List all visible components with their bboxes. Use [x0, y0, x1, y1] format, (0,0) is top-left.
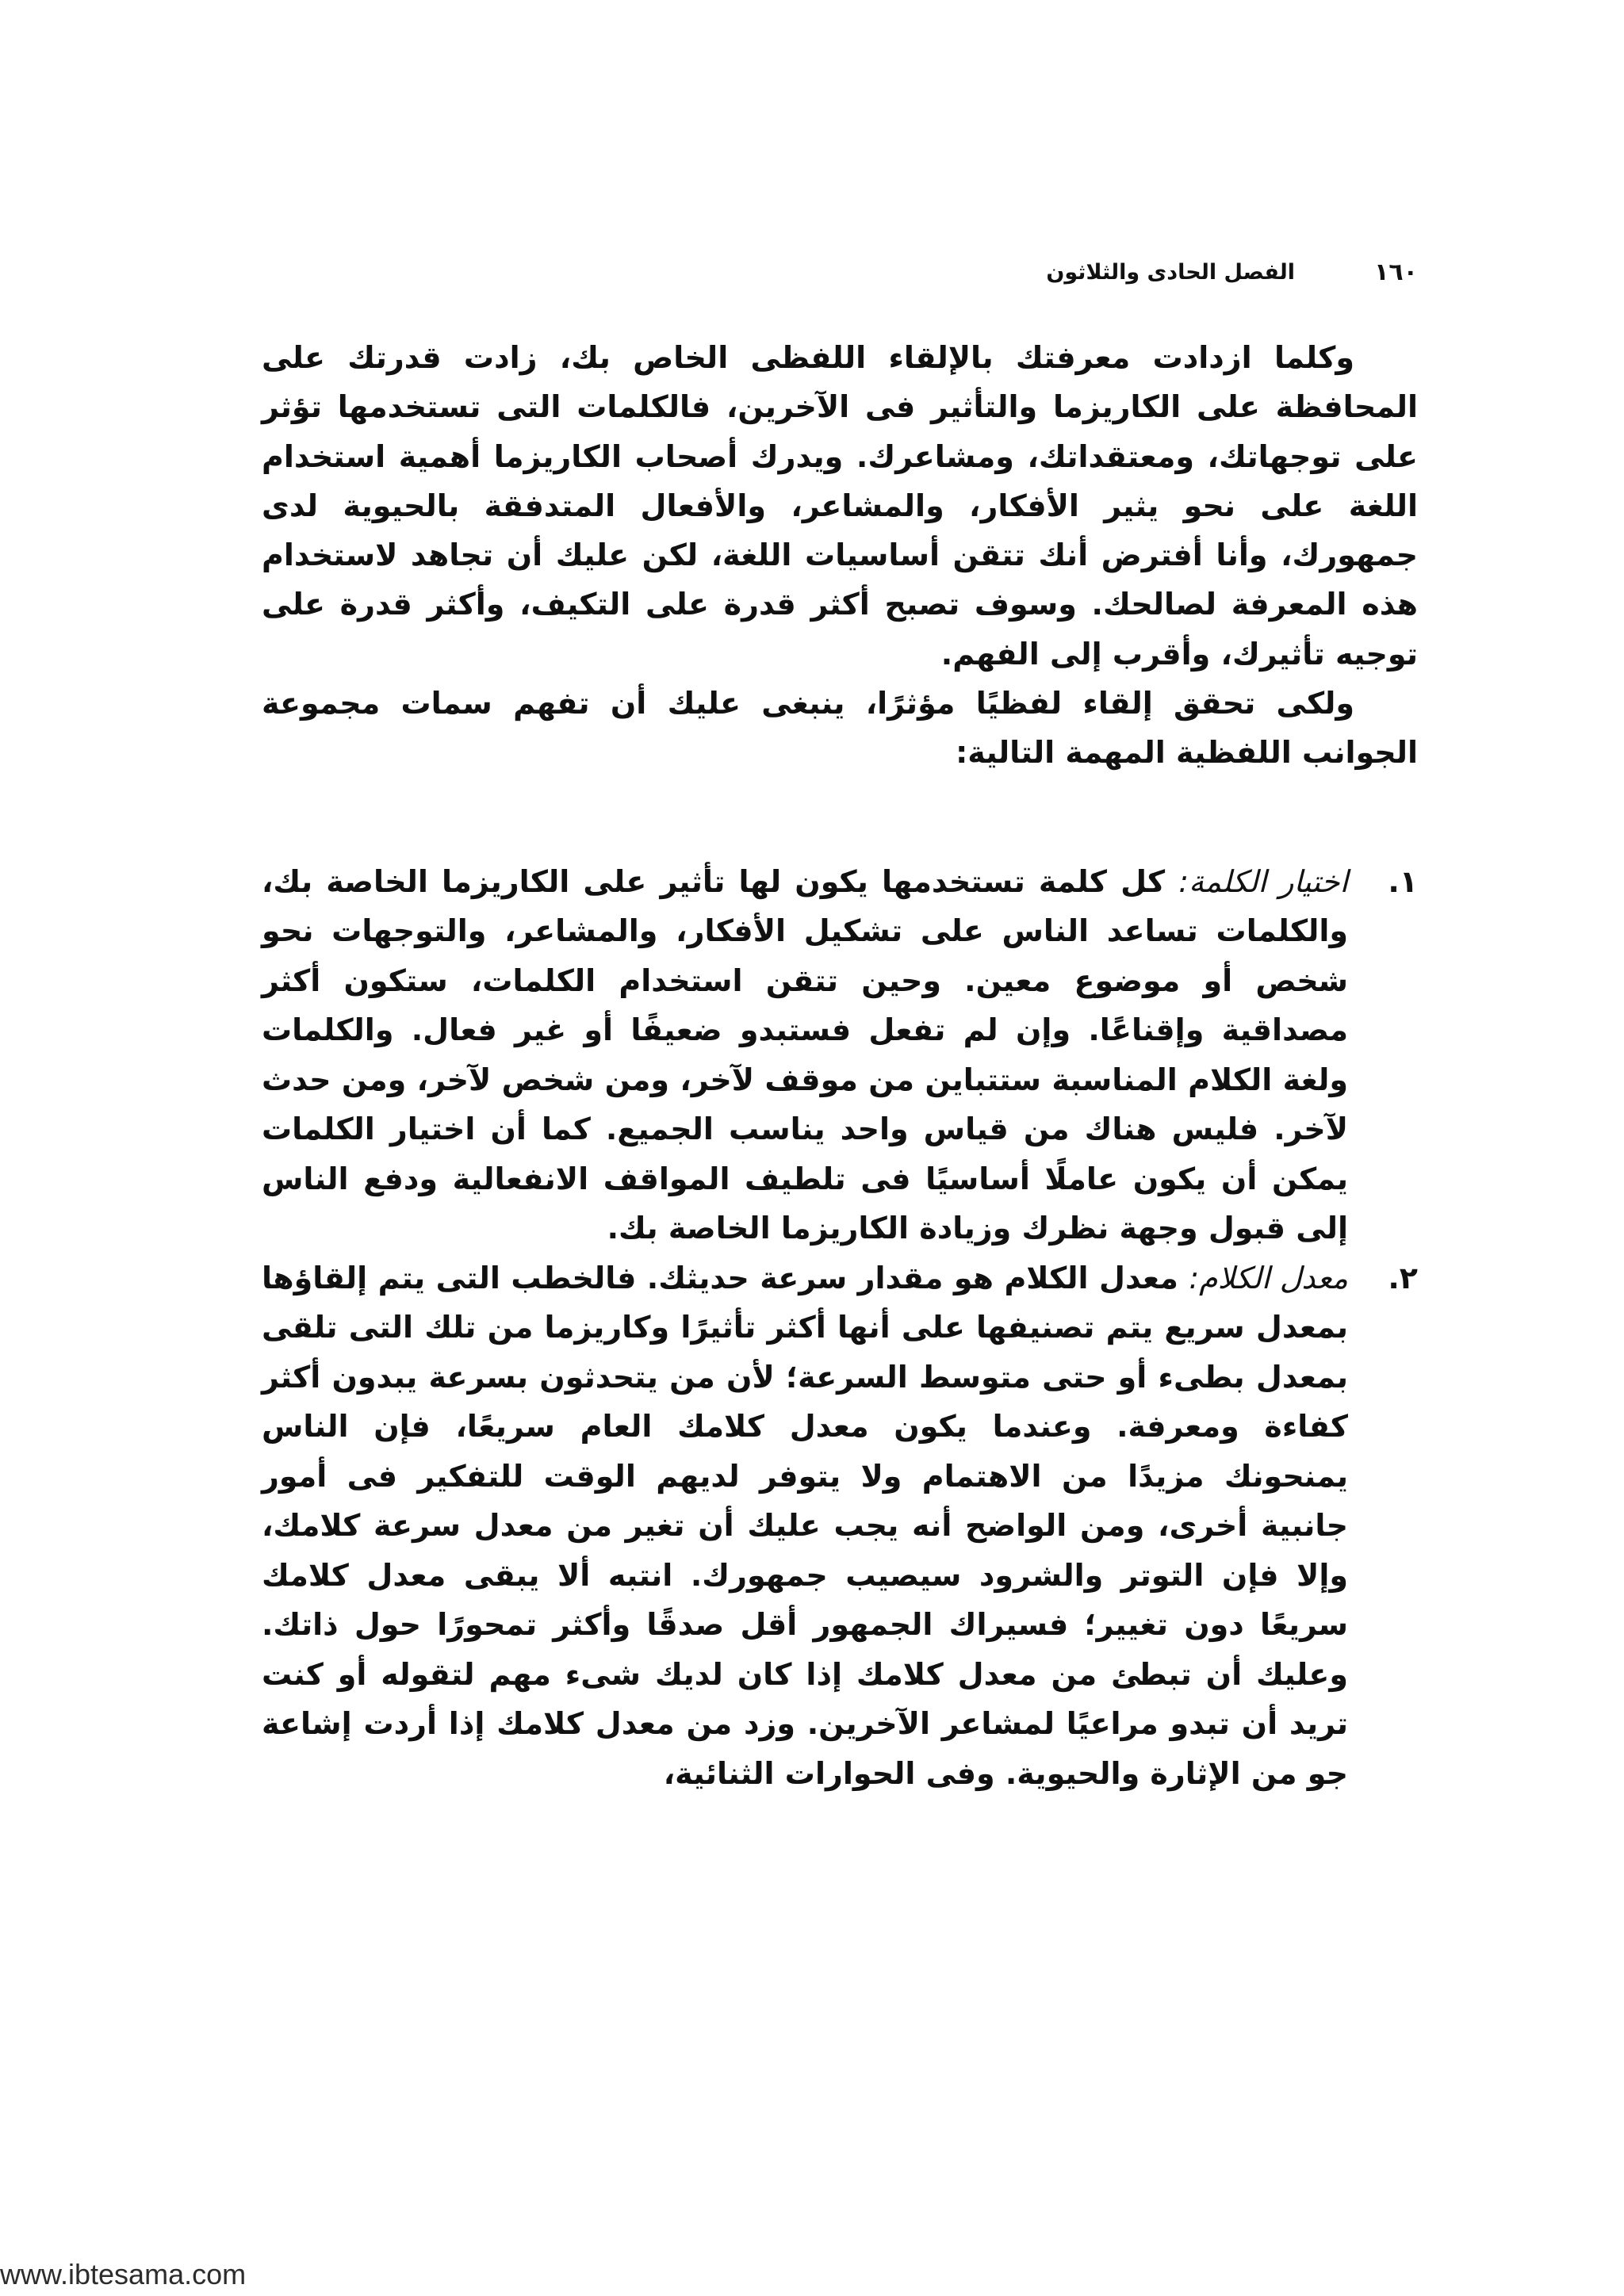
watermark-url: www.ibtesama.com: [0, 2258, 247, 2290]
list-item-number: ٢.: [1388, 1260, 1418, 1295]
list-item: [262, 1253, 1418, 1799]
list-item-number: ١.: [1388, 863, 1418, 899]
list-item-body: معدل الكلام هو مقدار سرعة حديثك. فالخطب التى يتم إلقاؤها بمعدل سريع يتم تصنيفها على أنها أكثر تأثيرًا وكاريزما من تلك التى تلقى بمعدل بطىء أو حتى متوسط السرعة؛ لأن من يتحدثون بسرعة يبدون أكثر كفاءة ومعرفة. وعندما يكون معدل كلامك العام سريعًا، فإن الناس يمنحونك مزيدًا من الاهتمام ولا يتوفر لديهم الوقت للتفكير فى أمور جانبية أخرى، ومن الواضح أنه يجب عليك أن تغير من معدل سرعة كلامك، وإلا فإن التوتر والشرود سيصيب جمهورك. انتبه ألا يبقى معدل كلامك سريعًا دون تغيير؛ فسيراك الجمهور أقل صدقًا وأكثر تمحورًا حول ذاتك. وعليك أن تبطئ من معدل كلامك إذا كان لديك شىء مهم لتقوله أو كنت تريد أن تبدو مراعيًا لمشاعر الآخرين. وزد من معدل كلامك إذا أردت إشاعة جو من الإثارة والحيوية. وفى الحوارات الثنائية،: [262, 1260, 1348, 1791]
list-item-term: اختيار الكلمة:: [1178, 863, 1348, 899]
list-item-term: معدل الكلام:: [1189, 1260, 1349, 1295]
page-header: [262, 252, 1418, 292]
chapter-title: الفصل الحادى والثلاثون: [1046, 259, 1296, 285]
body-text: [262, 333, 1418, 1798]
list-item: [262, 857, 1418, 1253]
paragraph: ولكى تحقق إلقاء لفظيًا مؤثرًا، ينبغى عليك أن تفهم سمات مجموعة الجوانب اللفظية المهمة التالية:: [262, 686, 1418, 771]
list-item-body: كل كلمة تستخدمها يكون لها تأثير على الكاريزما الخاصة بك، والكلمات تساعد الناس على تشكيل الأفكار، والمشاعر، والتوجهات نحو شخص أو موضوع معين. وحين تتقن استخدام الكلمات، ستكون أكثر مصداقية وإقناعًا. وإن لم تفعل فستبدو ضعيفًا أو غير فعال. والكلمات ولغة الكلام المناسبة ستتباين من موقف لآخر، ومن شخص لآخر، ومن حدث لآخر. فليس هناك من قياس واحد يناسب الجميع. كما أن اختيار الكلمات يمكن أن يكون عاملًا أساسيًا فى تلطيف المواقف الانفعالية ودفع الناس إلى قبول وجهة نظرك وزيادة الكاريزما الخاصة بك.: [262, 863, 1348, 1246]
list-item-text: [262, 857, 1348, 1253]
page-number: ١٦٠: [1374, 258, 1418, 286]
paragraph: وكلما ازدادت معرفتك بالإلقاء اللفظى الخاص بك، زادت قدرتك على المحافظة على الكاريزما والتأثير فى الآخرين، فالكلمات التى تستخدمها تؤثر على توجهاتك، ومعتقداتك، ومشاعرك. ويدرك أصحاب الكاريزما أهمية استخدام اللغة على نحو يثير الأفكار، والمشاعر، والأفعال المتدفقة بالحيوية لدى جمهورك، وأنا أفترض أنك تتقن أساسيات اللغة، لكن عليك أن تجاهد لاستخدام هذه المعرفة لصالحك. وسوف تصبح أكثر قدرة على التكيف، وأكثر قدرة على توجيه تأثيرك، وأقرب إلى الفهم.: [262, 340, 1418, 672]
list-item-text: [262, 1253, 1348, 1799]
numbered-list: [262, 857, 1418, 1799]
